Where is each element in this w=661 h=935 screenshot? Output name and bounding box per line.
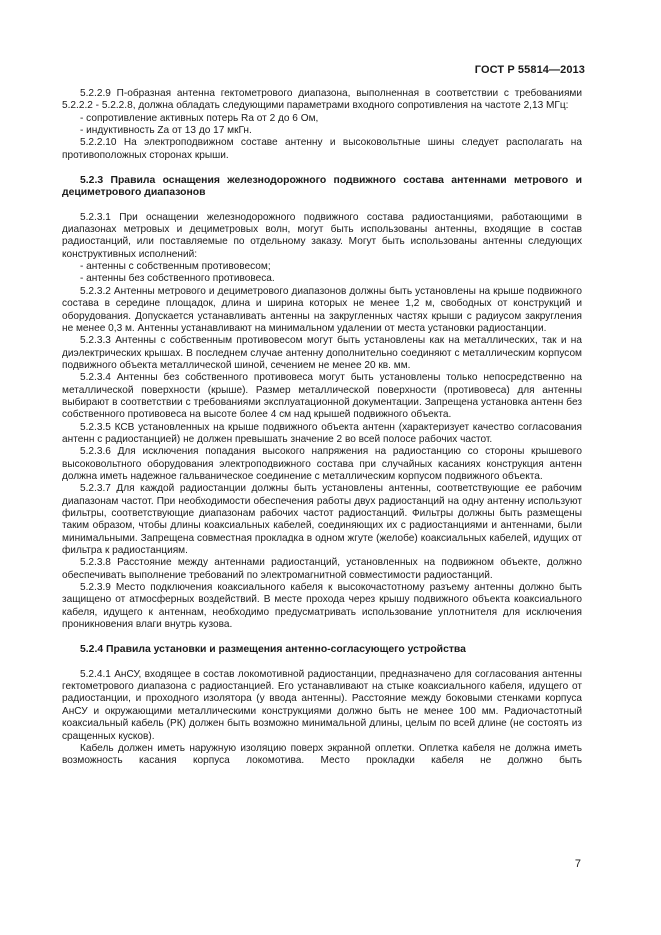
spacer [62, 631, 582, 644]
section-heading-5-2-4: 5.2.4 Правила установки и размещения антенно-согласующего устройства [80, 644, 466, 656]
list-item-with-counterweight: - антенны с собственным противовесом; [80, 261, 271, 273]
list-item-inductance: - индуктивность Za от 13 до 17 мкГн. [80, 125, 252, 137]
list-item-without-counterweight: - антенны без собственного противовеса. [80, 273, 275, 285]
paragraph-cable-insulation: Кабель должен иметь наружную изоляцию поверх экранной оплетки. Оплетка кабеля не должна иметь возможность касания корпуса локомотива. Место прокладки кабеля не должно быть [62, 742, 582, 767]
paragraph-5-2-4-1: 5.2.4.1 АнСУ, входящее в состав локомотивной радиостанции, предназначено для согласования антенны гектометрового диапазона с радиостанцией. Его устанавливают на стыке коаксиального кабеля, идущего от радиостанции, и проходного изолятора (у ввода антенны). Расстояние между боковыми стенками корпуса АнСУ и окружающими металлическими конструкциями должно быть не менее 100 мм. Радиочастотный коаксиальный кабель (РК) должен быть возможно минимальной длины, целым по всей длине (не состоять из сращенных кусков). [62, 668, 582, 742]
document-code: ГОСТ Р 55814—2013 [474, 64, 585, 76]
paragraph-5-2-2-9: 5.2.2.9 П-образная антенна гектометрового диапазона, выполненная в соответствии с требованиями 5.2.2.2 - 5.2.2.8, должна обладать следующими параметрами входного сопротивления на частоте 2,13 МГц: [62, 88, 582, 112]
paragraph-5-2-2-10: 5.2.2.10 На электроподвижном составе антенну и высоковольтные шины следует располагать на противоположных сторонах крыши. [62, 137, 582, 161]
paragraph-5-2-3-2: 5.2.3.2 Антенны метрового и дециметрового диапазонов должны быть установлены на крыше подвижного состава в середине площадок, длина и ширина которых не менее 1,2 м, свободных от конструкций и оборудования. Допускается устанавливать антенны на закругленных частях крыши с радиусом закругления не менее 0,3 м. Антенны устанавливают на минимальном удалении от места установки радиостанции. [62, 285, 582, 334]
paragraph-5-2-3-7: 5.2.3.7 Для каждой радиостанции должны быть установлены антенны, соответствующие ее рабочим диапазонам частот. При необходимости обеспечения работы двух радиостанций на одну антенну используют фильтры, соответствующие диапазонам рабочих частот радиостанций. Фильтры должны быть размещены таким образом, чтобы длины коаксиальных кабелей, соединяющих их с радиостанциями и антеннами, были минимальными. Запрещена совместная прокладка в одном жгуте (желобе) коаксиальных кабелей, идущих от фильтра к радиостанциям. [62, 483, 582, 557]
spacer [62, 162, 582, 175]
paragraph-5-2-3-6: 5.2.3.6 Для исключения попадания высокого напряжения на радиостанцию со стороны крышевого высоковольтного оборудования электроподвижного состава при случайных касаниях конструкция антенн должна иметь надежное гальваническое соединение с металлическим корпусом подвижного объекта. [62, 446, 582, 482]
list-item-resistance: - сопротивление активных потерь Ra от 2 до 6 Ом, [80, 112, 319, 124]
document-body [62, 88, 582, 768]
paragraph-5-2-3-3: 5.2.3.3 Антенны с собственным противовесом могут быть установлены как на металлических, так и на диэлектрических крышах. В последнем случае антенну дополнительно соединяют с металлическим корпусом подвижного объекта металлической шиной, сечением не менее 20 кв. мм. [62, 335, 582, 371]
paragraph-5-2-3-1: 5.2.3.1 При оснащении железнодорожного подвижного состава радиостанциями, работающими в диапазонах метровых и дециметровых волн, могут быть использованы антенны, входящие в состав радиостанций, или поставляемые по отдельному заказу. Могут быть использованы антенны следующих конструктивных исполнений: [62, 211, 582, 260]
paragraph-5-2-3-5: 5.2.3.5 КСВ установленных на крыше подвижного объекта антенн (характеризует качество согласования антенн с радиостанцией) не должен превышать значение 2 во всей полосе рабочих частот. [62, 421, 582, 445]
section-heading-5-2-3: 5.2.3 Правила оснащения железнодорожного подвижного состава антеннами метрового и дециметрового диапазонов [62, 175, 582, 199]
paragraph-5-2-3-4: 5.2.3.4 Антенны без собственного противовеса могут быть установлены только непосредственно на металлической поверхности (крыше). Размер металлической поверхности (противовеса) для антенны выбирают в соответствии с требованиями эксплуатационной документации. Запрещена установка антенн без собственного противовеса на высоте более 4 см над крышей подвижного объекта. [62, 372, 582, 421]
paragraph-5-2-3-8: 5.2.3.8 Расстояние между антеннами радиостанций, установленных на подвижном объекте, должно обеспечивать выполнение требований по электромагнитной совместимости радиостанций. [62, 557, 582, 581]
page-number: 7 [574, 858, 581, 870]
spacer [62, 200, 582, 212]
paragraph-5-2-3-9: 5.2.3.9 Место подключения коаксиального кабеля к высокочастотному разъему антенны должно быть защищено от атмосферных воздействий. В месте прохода через крышу подвижного объекта коаксиального кабеля, идущего к антеннам, необходимо предусматривать использование уплотнителя для исключения проникновения влаги внутрь кузова. [62, 582, 582, 631]
spacer [62, 657, 582, 669]
